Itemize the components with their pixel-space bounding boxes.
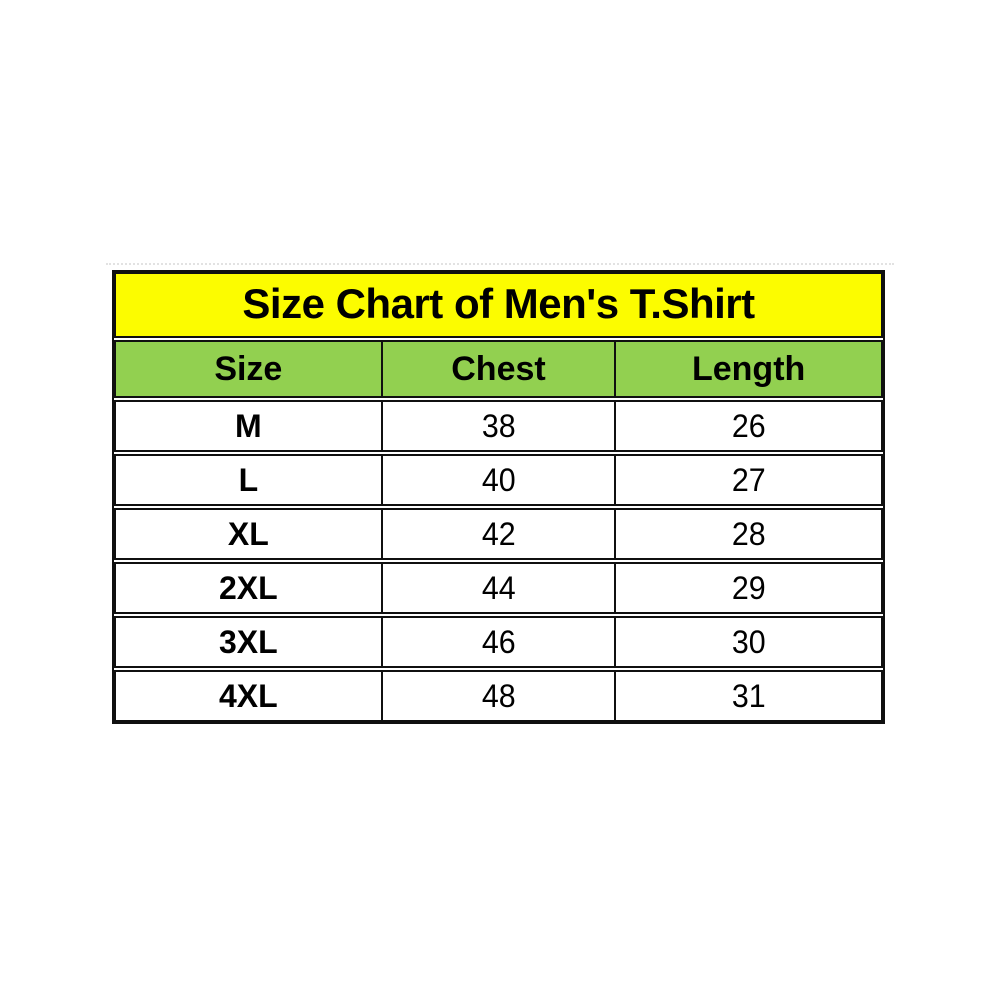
length-cell (616, 564, 881, 612)
length-cell (616, 618, 881, 666)
column-header-size-label: Size (214, 350, 283, 388)
length-value: 27 (731, 462, 766, 498)
chest-value: 40 (481, 462, 516, 498)
column-header-length-label: Length (691, 350, 806, 388)
size-value: L (238, 462, 259, 498)
chest-value: 38 (481, 408, 516, 444)
size-cell (116, 456, 381, 504)
length-cell (616, 402, 881, 450)
column-header-chest (381, 342, 617, 396)
length-value: 29 (731, 570, 766, 606)
size-chart-table (112, 270, 885, 724)
column-header-size (116, 342, 381, 396)
length-value: 31 (731, 678, 766, 714)
size-value: M (235, 408, 262, 444)
table-title-row (114, 272, 883, 338)
length-cell (616, 672, 881, 720)
table-title: Size Chart of Men's T.Shirt (242, 280, 755, 327)
length-value: 30 (731, 624, 766, 660)
chest-cell (381, 618, 617, 666)
chest-value: 42 (481, 516, 516, 552)
size-cell (116, 510, 381, 558)
table-header-row (114, 340, 883, 398)
chest-cell (381, 402, 617, 450)
chest-value: 48 (481, 678, 516, 714)
column-header-chest-label: Chest (451, 350, 546, 388)
column-header-length (616, 342, 881, 396)
chest-cell (381, 456, 617, 504)
table-row-2xl (114, 562, 883, 614)
length-value: 28 (731, 516, 766, 552)
length-value: 26 (731, 408, 766, 444)
chest-cell (381, 672, 617, 720)
faint-guide-line (106, 263, 894, 265)
table-row-l (114, 454, 883, 506)
chest-value: 46 (481, 624, 516, 660)
size-cell (116, 618, 381, 666)
size-cell (116, 564, 381, 612)
chest-value: 44 (481, 570, 516, 606)
size-value: XL (227, 516, 269, 552)
table-row-xl (114, 508, 883, 560)
length-cell (616, 510, 881, 558)
size-cell (116, 402, 381, 450)
chest-cell (381, 564, 617, 612)
table-row-m (114, 400, 883, 452)
size-value: 3XL (219, 624, 278, 660)
length-cell (616, 456, 881, 504)
size-cell (116, 672, 381, 720)
table-row-3xl (114, 616, 883, 668)
size-value: 4XL (219, 678, 278, 714)
size-value: 2XL (219, 570, 278, 606)
chest-cell (381, 510, 617, 558)
table-row-4xl (114, 670, 883, 722)
